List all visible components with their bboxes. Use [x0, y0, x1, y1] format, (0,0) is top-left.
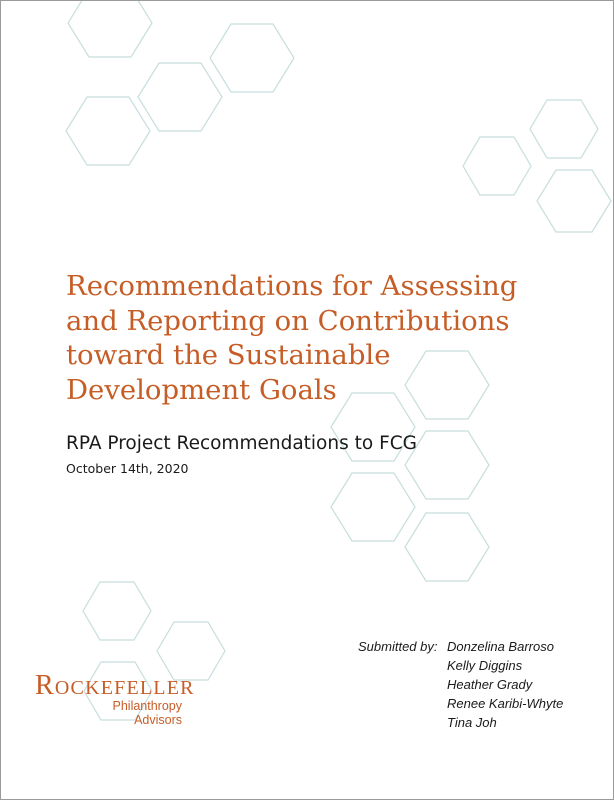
- author-name: Kelly Diggins: [447, 658, 523, 673]
- hexagon-shape: [83, 582, 151, 640]
- author-name: Renee Karibi-Whyte: [447, 696, 564, 711]
- author-name: Tina Joh: [447, 715, 497, 730]
- hexagon-shape: [405, 513, 489, 581]
- author-list: [447, 637, 563, 732]
- title-line: toward the Sustainable: [66, 339, 391, 371]
- hexagon-shape: [463, 137, 531, 195]
- document-title: [66, 269, 536, 407]
- logo-wordmark: ROCKEFELLER: [35, 670, 195, 701]
- title-line: and Reporting on Contributions: [66, 304, 510, 337]
- hexagon-shape: [138, 63, 222, 131]
- hexagon-shape: [530, 100, 598, 158]
- document-subtitle: RPA Project Recommendations to FCG: [66, 433, 417, 454]
- title-line: Development Goals: [66, 373, 337, 406]
- author-name: Donzelina Barroso: [447, 639, 554, 654]
- logo-line-advisors: Advisors: [134, 713, 182, 727]
- hexagon-shape: [157, 622, 225, 680]
- submitted-by-label: Submitted by:: [358, 639, 438, 654]
- author-name: Heather Grady: [447, 677, 533, 692]
- hexagon-shape: [537, 170, 611, 232]
- hexagon-shape: [66, 97, 150, 165]
- hexagon-shape: [405, 431, 489, 499]
- rockefeller-philanthropy-advisors-logo: [35, 670, 205, 727]
- hexagon-shape: [68, 1, 152, 57]
- hexagon-shape: [331, 473, 415, 541]
- document-date: October 14th, 2020: [66, 461, 189, 476]
- title-line: Recommendations for Assessing: [66, 270, 518, 302]
- hexagon-shape: [210, 24, 294, 92]
- logo-line-philanthropy: Philanthropy: [112, 699, 182, 713]
